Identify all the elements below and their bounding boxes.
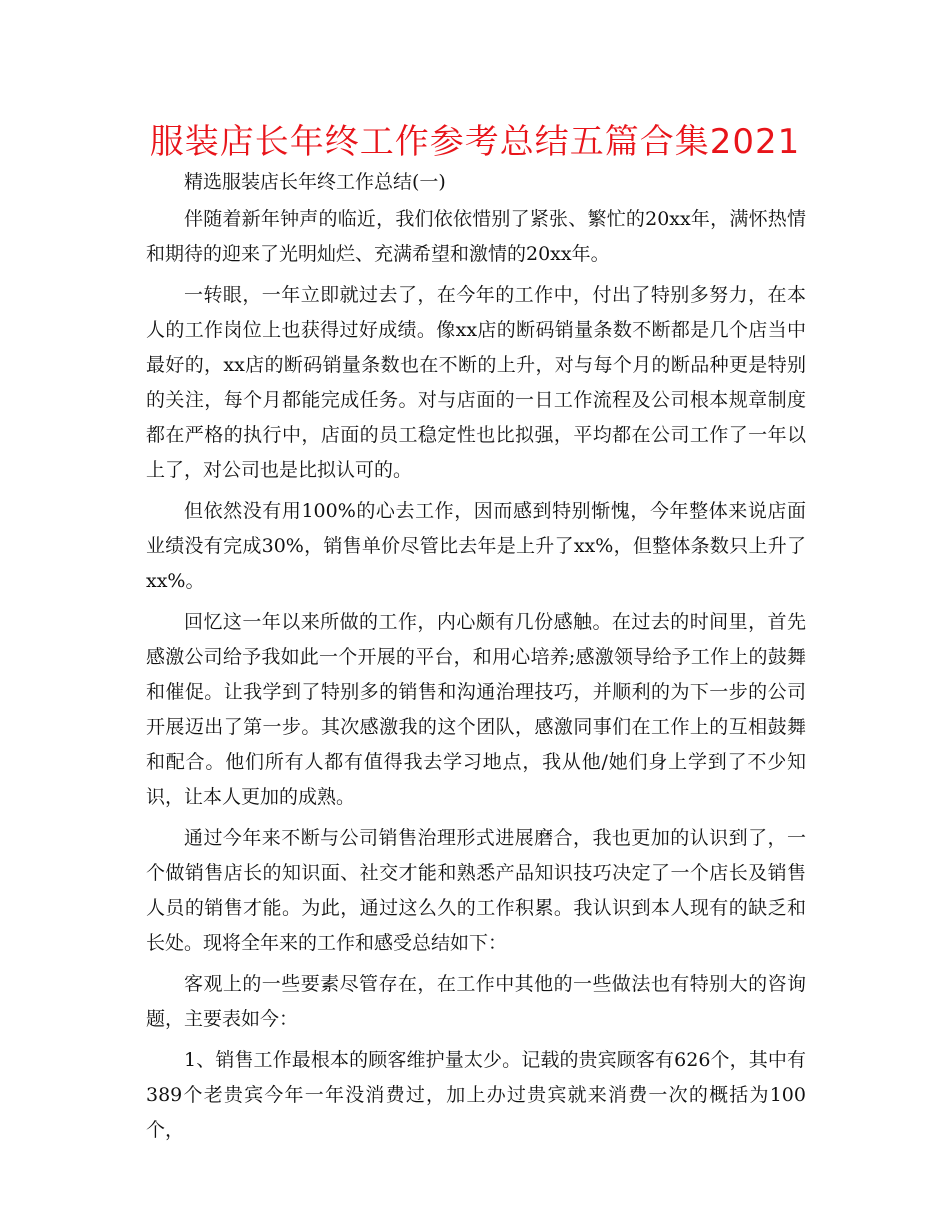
paragraph-5: 通过今年来不断与公司销售治理形式进展磨合，我也更加的认识到了，一个做销售店长的知识面、社交才能和熟悉产品知识技巧决定了一个店长及销售人员的销售才能。为此，通过这么久的工作积累。我认识到本人现有的缺乏和长处。现将全年来的工作和感受总结如下： bbox=[146, 827, 806, 954]
paragraph-6: 客观上的一些要素尽管存在，在工作中其他的一些做法也有特别大的咨询题，主要表如今： bbox=[146, 973, 806, 1030]
paragraph-2: 一转眼，一年立即就过去了，在今年的工作中，付出了特别多努力，在本人的工作岗位上也获得过好成绩。像xx店的断码销量条数不断都是几个店当中最好的，xx店的断码销量条数也在不断的上升，对与每个月的断品种更是特别的关注，每个月都能完成任务。对与店面的一日工作流程及公司根本规章制度都在严格的执行中，店面的员工稳定性也比拟强，平均都在公司工作了一年以上了，对公司也是比拟认可的。 bbox=[146, 284, 806, 481]
paragraph-7: 1、销售工作最根本的顾客维护量太少。记载的贵宾顾客有626个，其中有389个老贵宾今年一年没消费过，加上办过贵宾就来消费一次的概括为100个， bbox=[146, 1049, 806, 1141]
paragraph-4: 回忆这一年以来所做的工作，内心颇有几份感触。在过去的时间里，首先感激公司给予我如此一个开展的平台，和用心培养;感激领导给予工作上的鼓舞和催促。让我学到了特别多的销售和沟通治理技巧，并顺利的为下一步的公司开展迈出了第一步。其次感激我的这个团队，感激同事们在工作上的互相鼓舞和配合。他们所有人都有值得我去学习地点，我从他/她们身上学到了不少知识，让本人更加的成熟。 bbox=[146, 611, 806, 808]
paragraph-1: 伴随着新年钟声的临近，我们依依惜别了紧张、繁忙的20xx年，满怀热情和期待的迎来了光明灿烂、充满希望和激情的20xx年。 bbox=[146, 208, 806, 265]
paragraph-3: 但依然没有用100%的心去工作，因而感到特别惭愧，今年整体来说店面业绩没有完成30%，销售单价尽管比去年是上升了xx%，但整体条数只上升了xx%。 bbox=[146, 500, 806, 592]
document-title: 服装店长年终工作参考总结五篇合集2021 bbox=[149, 122, 801, 162]
document-body bbox=[146, 202, 806, 1154]
section-subtitle: 精选服装店长年终工作总结(一) bbox=[184, 171, 446, 193]
